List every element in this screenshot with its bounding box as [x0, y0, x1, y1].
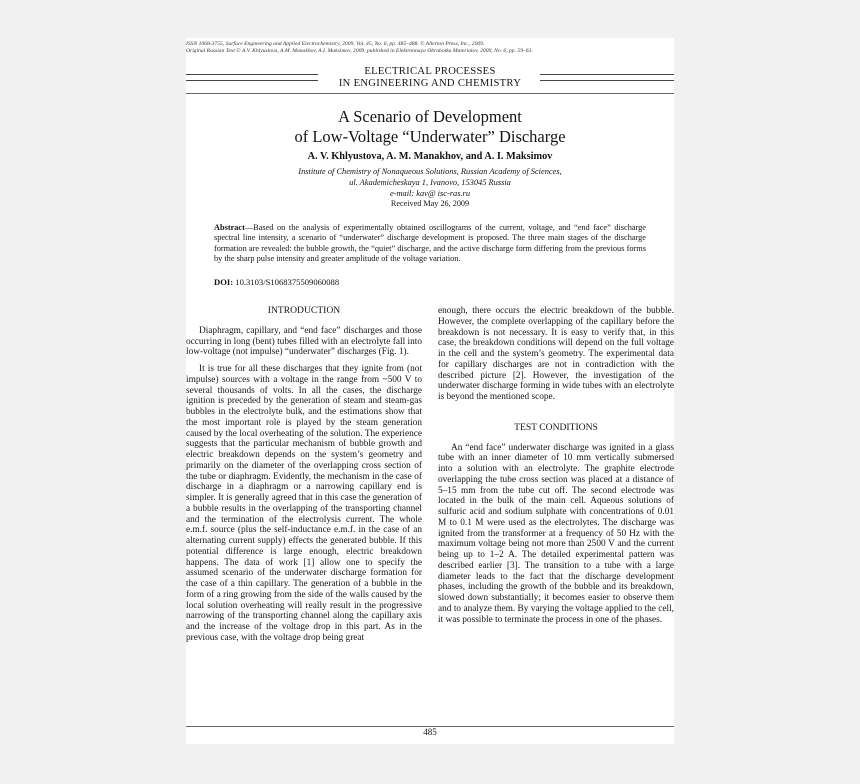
test-conditions-paragraph-1: An “end face” underwater discharge was ignited in a glass tube with an inner diameter of 10 mm vertically submersed into a solution with an electrolyte. The graphite electrode overlapping the tube cross section was placed at a distance of 5–15 mm from the tube cut off. The second electrode was located in the bulk of the main cell. Aqueous solutions of sulfuric acid and sodium sulphate with concentrations of 0.01 M to 0.1 M were used as the electrolytes. The discharge was ignited from the transformer at a frequency of 50 Hz with the maximum voltage being not more than 2500 V and the current being up to 1–2 A. The detailed experimental pattern was described earlier [3]. The transition to a tube with a large diameter leads to the fact that the discharge development phases, including the growth of the bubble and its breakdown, slowed down substantially; it becomes easier to observe them and to analyze them. By varying the voltage applied to the cell, it was possible to terminate the process in one of the phases. [438, 442, 674, 625]
received-date: Received May 26, 2009 [390, 199, 470, 208]
right-column [438, 306, 674, 625]
journal-section-line-2: IN ENGINEERING AND CHEMISTRY [338, 78, 522, 89]
journal-header-line-1: ISSN 1068-3755, Surface Engineering and Applied Electrochemistry, 2009, Vol. 45, No. 6, pp. 485–488. © Allerton Press, Inc., 2009. [186, 41, 485, 47]
doi [214, 277, 514, 287]
left-column [186, 306, 422, 644]
intro-paragraph-3: enough, there occurs the electric breakdown of the bubble. However, the complete overlapping of the capillary before the breakdown is not necessary. It is easy to verify that, in this case, the breakdown conditions will depend on the full voltage in the cell and the system’s geometry. The experimental data for capillary discharges are not in contradiction with the described picture [2]. However, the investigation of the underwater discharge forming in wide tubes with an electrolyte is beyond the mentioned scope. [438, 306, 674, 402]
header-divider [186, 93, 674, 94]
doi-label: DOI: [214, 277, 234, 287]
intro-paragraph-2: It is true for all these discharges that they ignite from (not impulse) sources with a voltage in the range from ~500 V to several thousands of volts. In all the cases, the discharge ignition is preceded by the generation of steam and steam-gas bubbles in the electrolyte bulk, and the estimations show that the most important role is played by the steam generation caused by the local overheating of the solution. The experience suggests that the particular mechanism of bubble growth and electric breakdown depends on the system’s geometry and primarily on the diameter of the overlapping cross section of the tube or diaphragm. Evidently, the mechanism in the case of discharge in a diaphragm or a narrowing capillary end is simpler. It is generally agreed that in this case the generation of a bubble results in the overlapping of the transporting channel and the termination of the electrolysis current. The whole e.m.f. source (plus the self-inductance e.m.f. in the case of an alternating current supply) effects the generated bubble. If this potential difference is large enough, electric breakdown happens. The data of work [1] allow one to specify the assumed scenario of the underwater discharge formation for the case of a thin capillary. The generation of a bubble in the form of a ring growing from the side of the walls caused by the local solution overheating will really result in the progressive narrowing of the transporting channel along the capillary axis and the increase of the voltage drop in this part. As in the previous case, with the voltage drop being great [186, 364, 422, 643]
page-number: 485 [423, 727, 437, 737]
introduction-heading: INTRODUCTION [267, 305, 341, 316]
email: e-mail: kav@ isc-ras.ru [389, 189, 471, 198]
test-conditions-heading: TEST CONDITIONS [514, 421, 598, 433]
journal-header-line-2: Original Russian Text © A.V. Khlyustova, A.M. Manakhov, A.I. Maksimov, 2009, published in Elektronnaya Obrabotka Materialov, 2009, No. 6, pp. 59–63. [186, 48, 533, 54]
abstract-label: Abstract [214, 223, 245, 232]
journal-section-line-1: ELECTRICAL PROCESSES [364, 66, 496, 77]
authors: A. V. Khlyustova, A. M. Manakhov, and A. I. Maksimov [307, 151, 553, 162]
abstract [214, 223, 646, 265]
doi-link[interactable]: 10.3103/S1068375509060088 [235, 277, 340, 287]
article-title-line-2: of Low-Voltage “Underwater” Discharge [294, 127, 566, 146]
intro-paragraph-1: Diaphragm, capillary, and “end face” discharges and those occurring in long (bent) tubes filled with an electrolyte fall into low-voltage (not impulse) “underwater” discharges (Fig. 1). [186, 325, 422, 358]
abstract-text: —Based on the analysis of experimentally obtained oscillograms of the current, voltage, and “end face” discharge spectral line intensity, a scenario of “underwater” discharge development is proposed. The three main stages of the discharge formation are revealed: the bubble growth, the “quiet” discharge, and the active discharge form differing from the previous forms by the sharp pulse intensity and greater amplitude of the voltage variation. [214, 223, 646, 264]
affiliation-line-2: ul. Akademicheskaya 1, Ivanovo, 153045 Russia [349, 178, 511, 187]
rule-right [540, 74, 674, 81]
affiliation-line-1: Institute of Chemistry of Nonaqueous Solutions, Russian Academy of Sciences, [298, 167, 562, 176]
article-title-line-1: A Scenario of Development [338, 107, 522, 126]
rule-left [186, 74, 318, 81]
